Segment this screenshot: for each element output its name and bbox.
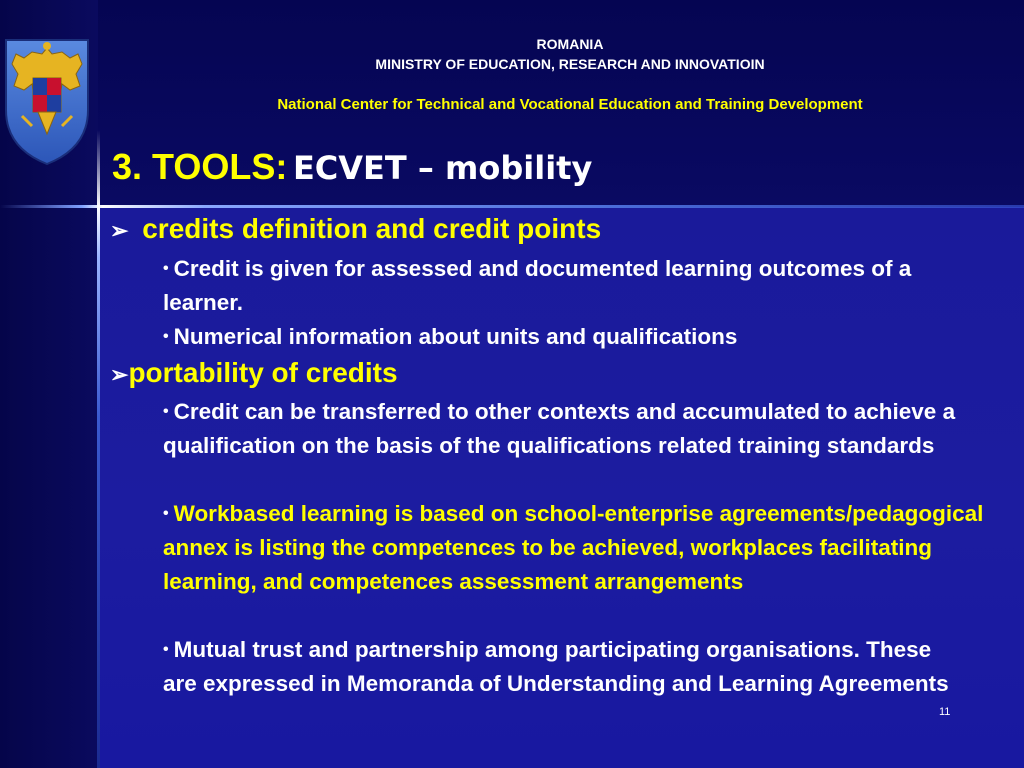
arrow-bullet-icon: ➢: [110, 218, 129, 243]
list-item: [163, 252, 963, 320]
dot-bullet-icon: •: [163, 403, 169, 420]
list-item: [163, 320, 1023, 354]
list-item: [163, 633, 963, 701]
arrow-bullet-icon: ➢: [110, 362, 129, 387]
section-heading-portability: [110, 357, 398, 389]
list-item-text: Numerical information about units and qualifications: [173, 324, 738, 349]
dot-bullet-icon: •: [163, 505, 169, 522]
romania-coat-of-arms-icon: [2, 38, 92, 166]
dot-bullet-icon: •: [163, 328, 169, 345]
dot-bullet-icon: •: [163, 641, 169, 658]
section-heading-label: portability of credits: [128, 357, 398, 388]
section-heading-label: credits definition and credit points: [142, 213, 602, 244]
list-item-text: Credit is given for assessed and documented learning outcomes of a learner.: [163, 256, 912, 315]
list-item: [163, 497, 1023, 599]
header-country: ROMANIA: [536, 36, 604, 52]
title-main: 3. TOOLS:: [112, 146, 288, 187]
horizontal-divider: [0, 205, 1024, 208]
title-subtitle: ECVET – mobility: [292, 149, 593, 187]
section-heading-credits: [110, 213, 601, 245]
dot-bullet-icon: •: [163, 260, 169, 277]
vertical-divider: [97, 130, 100, 768]
list-item: [163, 395, 1003, 463]
list-item-text: Credit can be transferred to other contexts and accumulated to achieve a qualification on the basis of the qualifications related training standards: [163, 399, 956, 458]
list-item-text: Mutual trust and partnership among participating organisations. These are expressed in Memoranda of Understanding and Learning Agreements: [163, 637, 949, 696]
page-number: 11: [939, 706, 951, 718]
header-center-name: National Center for Technical and Vocational Education and Training Development: [277, 96, 863, 113]
list-item-text: Workbased learning is based on school-enterprise agreements/pedagogical annex is listing the competences to be achieved, workplaces facilitating learning, and competences assessment arrangements: [163, 501, 984, 594]
header-ministry: MINISTRY OF EDUCATION, RESEARCH AND INNOVATIOIN: [375, 56, 765, 72]
page-title: [112, 146, 592, 188]
